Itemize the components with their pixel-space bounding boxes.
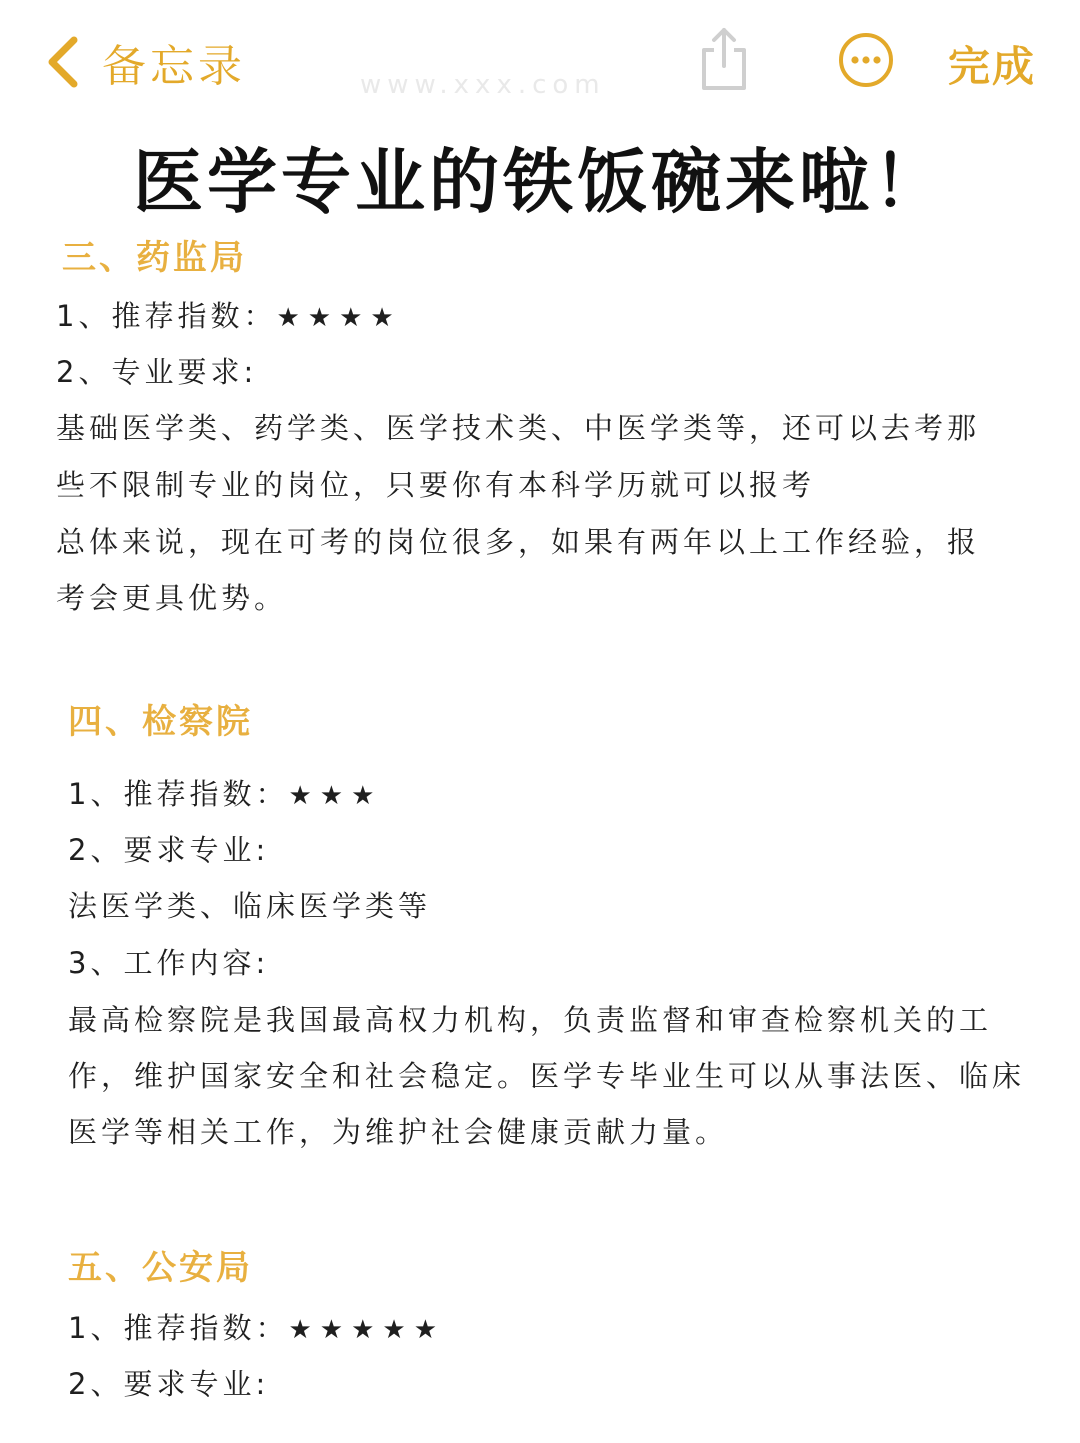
star-rating: ★★★★★ [288, 1315, 445, 1345]
chevron-left-icon [44, 34, 84, 90]
rating-line [56, 294, 402, 335]
star-rating: ★★★ [288, 781, 383, 811]
text-line: 2、专业要求: [56, 355, 258, 389]
more-icon[interactable] [838, 32, 894, 88]
rating-label: 1、推荐指数： [56, 299, 277, 333]
text-line: 最高检察院是我国最高权力机构，负责监督和审查检察机关的工 [68, 1003, 993, 1037]
text-line: 2、要求专业: [68, 833, 270, 867]
watermark-text: www.xxx.com [360, 70, 606, 100]
text-line: 总体来说，现在可考的岗位很多，如果有两年以上工作经验，报 [56, 525, 981, 559]
text-line: 3、工作内容: [68, 946, 270, 980]
text-line: 考会更具优势。 [56, 581, 288, 615]
back-label: 备忘录 [102, 41, 246, 92]
section-heading-public-security: 五、公安局 [68, 1248, 253, 1288]
rating-line [68, 1306, 445, 1347]
rating-label: 1、推荐指数： [68, 777, 289, 811]
share-icon[interactable] [696, 24, 752, 92]
note-title: 医学专业的铁饭碗来啦！ [133, 141, 947, 223]
text-line: 医学等相关工作，为维护社会健康贡献力量。 [68, 1115, 729, 1149]
text-line: 法医学类、临床医学类等 [68, 889, 432, 923]
section-heading-procuratorate: 四、检察院 [68, 702, 253, 742]
star-rating: ★★★★ [276, 303, 402, 333]
done-button[interactable]: 完成 [948, 42, 1037, 91]
text-line: 2、要求专业: [68, 1367, 270, 1401]
rating-line [68, 772, 382, 813]
navigation-bar [0, 0, 1080, 120]
text-line: 作，维护国家安全和社会稳定。医学专毕业生可以从事法医、临床 [68, 1059, 1026, 1093]
rating-label: 1、推荐指数： [68, 1311, 289, 1345]
section-heading-drug-admin: 三、药监局 [62, 238, 247, 278]
back-button[interactable] [44, 30, 246, 94]
text-line: 些不限制专业的岗位，只要你有本科学历就可以报考 [56, 468, 816, 502]
text-line: 基础医学类、药学类、医学技术类、中医学类等，还可以去考那 [56, 411, 981, 445]
